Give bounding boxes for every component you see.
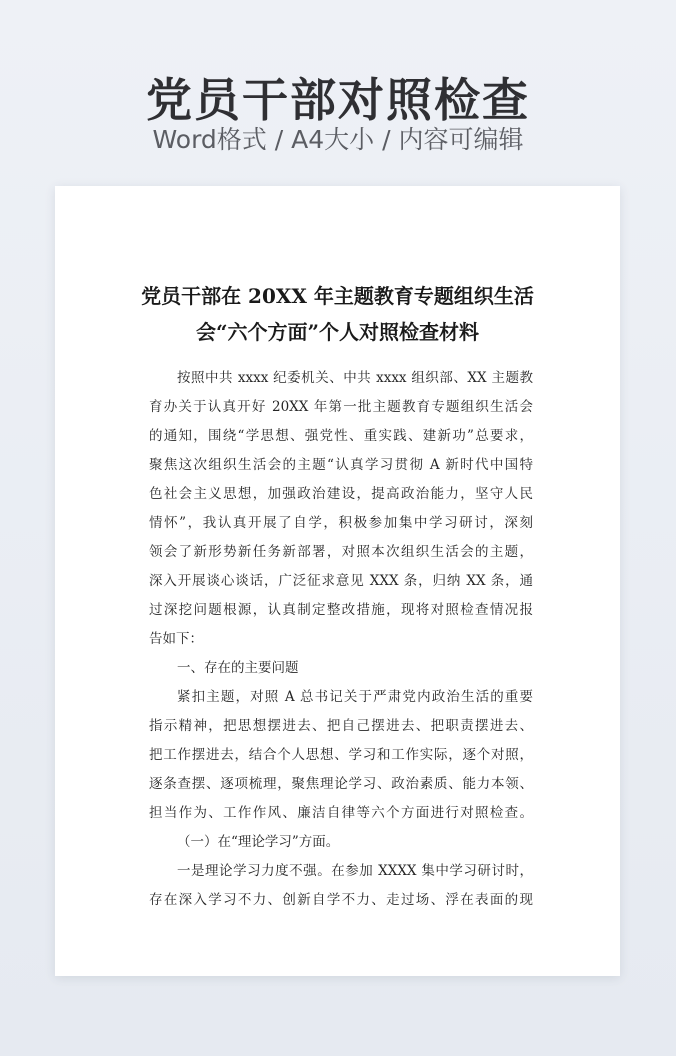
document-page bbox=[55, 186, 620, 976]
body-line: 按照中共 xxxx 纪委机关、中共 xxxx 组织部、XX 主题教 bbox=[177, 370, 533, 386]
body-line: 逐条查摆、逐项梳理，聚焦理论学习、政治素质、能力本领、 bbox=[149, 776, 533, 792]
body-line: 过深挖问题根源，认真制定整改措施，现将对照检查情况报 bbox=[149, 602, 533, 618]
subsection-heading: （一）在“理论学习”方面。 bbox=[177, 834, 340, 850]
body-line: 指示精神，把思想摆进去、把自己摆进去、把职责摆进去、 bbox=[149, 718, 533, 734]
document-body bbox=[149, 364, 533, 915]
body-line: 存在深入学习不力、创新自学不力、走过场、浮在表面的现 bbox=[149, 892, 533, 908]
document-title-line-1: 党员干部在 20XX 年主题教育专题组织生活 bbox=[141, 284, 534, 308]
body-line: 色社会主义思想，加强政治建设，提高政治能力，坚守人民 bbox=[149, 486, 533, 502]
body-line: 育办关于认真开好 20XX 年第一批主题教育专题组织生活会 bbox=[149, 399, 533, 415]
body-line: 情怀”，我认真开展了自学，积极参加集中学习研讨，深刻 bbox=[149, 515, 533, 531]
body-line: 深入开展谈心谈话，广泛征求意见 XXX 条，归纳 XX 条，通 bbox=[149, 573, 533, 589]
document-title-line-2: 会“六个方面”个人对照检查材料 bbox=[195, 320, 479, 344]
body-line: 的通知，围绕“学思想、强党性、重实践、建新功”总要求， bbox=[149, 428, 533, 444]
section-heading: 一、存在的主要问题 bbox=[177, 660, 299, 676]
body-line: 告如下： bbox=[149, 631, 203, 647]
document-title bbox=[55, 278, 620, 350]
body-line: 紧扣主题，对照 A 总书记关于严肃党内政治生活的重要 bbox=[177, 689, 533, 705]
body-line: 一是理论学习力度不强。在参加 XXXX 集中学习研讨时， bbox=[177, 863, 533, 879]
promo-subtitle: Word格式 / A4大小 / 内容可编辑 bbox=[152, 125, 524, 154]
body-line: 担当作为、工作作风、廉洁自律等六个方面进行对照检查。 bbox=[149, 805, 533, 821]
body-line: 聚焦这次组织生活会的主题“认真学习贯彻 A 新时代中国特 bbox=[149, 457, 533, 473]
body-line: 把工作摆进去，结合个人思想、学习和工作实际，逐个对照， bbox=[149, 747, 533, 763]
body-line: 领会了新形势新任务新部署，对照本次组织生活会的主题， bbox=[149, 544, 533, 560]
promo-title: 党员干部对照检查 bbox=[146, 73, 530, 127]
